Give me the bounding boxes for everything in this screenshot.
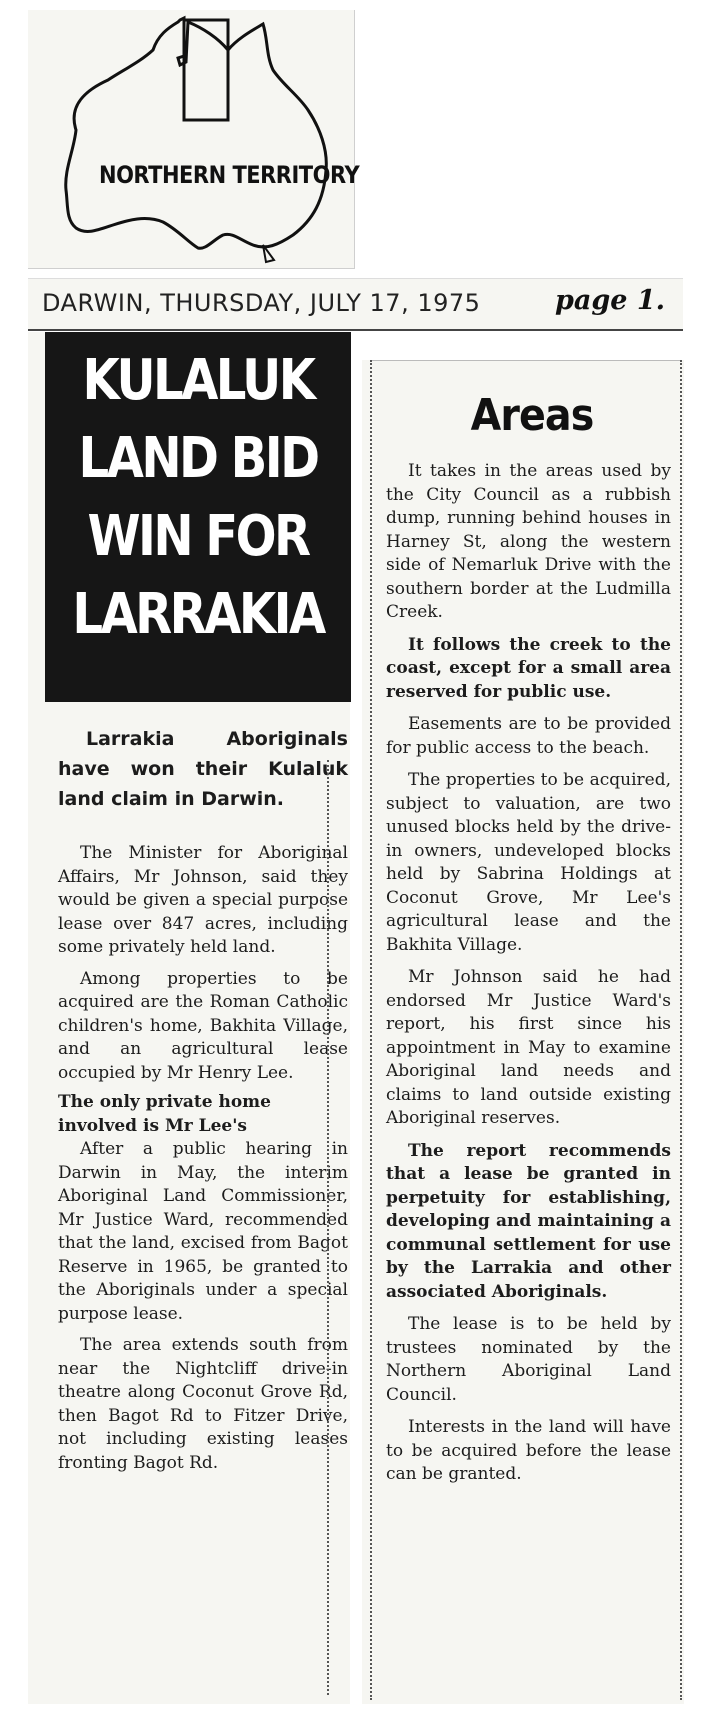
column-rule-right [680,360,682,1700]
left-body [58,842,348,1475]
body-paragraph: The area extends south from near the Nightcliff drive-in theatre along Coconut Grove Rd, then Bagot Rd to Fitzer Drive, not including existing leases fronting Bagot Rd. [58,1335,348,1473]
masthead-clipping [28,10,360,269]
right-column [362,360,684,1704]
body-paragraph: Easements are to be provided for public access to the beach. [386,714,671,758]
column-rule-left [370,360,372,1700]
body-paragraph: Mr Johnson said he had endorsed Mr Justice Ward's report, his first since his appointment in May to examine Aboriginal land needs and claims to land outside existing Aboriginal reserves. [386,967,671,1128]
body-paragraph: The properties to be acquired, subject to valuation, are two unused blocks held by the drive-in owners, undeveloped blocks held by Sabrina Holdings at Coconut Grove, Mr Lee's agricultural lease and the Bakhita Village. [386,770,671,955]
body-paragraph: Among properties to be acquired are the Roman Catholic children's home, Bakhita Village, and an agricultural lease occupied by Mr Henry Lee. [58,968,348,1083]
areas-heading: Areas [470,390,594,441]
headline-line: LAND BID [78,426,318,491]
body-paragraph: The Minister for Aboriginal Affairs, Mr Johnson, said they would be given a special purpose lease over 847 acres, including some privately held land. [58,843,348,957]
body-paragraph: After a public hearing in Darwin in May, the interim Aboriginal Land Commissioner, Mr Justice Ward, recommended that the land, excised from Bagot Reserve in 1965, be granted to the Aboriginals under a special purpose lease. [58,1139,348,1324]
headline-line: WIN FOR [87,504,309,569]
article-intro: Larrakia Aboriginals have won their Kulaluk land claim in Darwin. [58,728,348,810]
australia-map-icon [28,10,354,268]
headline-line: LARRAKIA [72,582,324,647]
column-rule [327,760,329,1695]
subhead: The only private home involved is Mr Lee's [58,1092,271,1136]
handwritten-page-note: page 1. [555,285,666,316]
headline-line: KULALUK [82,348,314,413]
body-paragraph: Interests in the land will have to be acquired before the lease can be granted. [386,1417,671,1484]
body-paragraph: It takes in the areas used by the City Council as a rubbish dump, running behind houses in Harney St, along the western side of Nemarluk Drive with the southern border at the Ludmilla Creek. [386,461,671,622]
body-paragraph: The lease is to be held by trustees nominated by the Northern Aboriginal Land Council. [386,1314,671,1405]
left-column [28,332,350,1704]
headline [66,342,329,654]
body-paragraph-bold: It follows the creek to the coast, except for a small area reserved for public use. [386,634,671,702]
dateline-strip [28,278,683,331]
headline-box [45,332,351,702]
column-rule-top [370,360,680,361]
territory-label: NORTHERN TERRITORY [99,161,360,189]
body-paragraph-bold: The report recommends that a lease be granted in perpetuity for establishing, developing and maintaining a communal settlement for use by the Larrakia and other associated Aboriginals. [386,1140,671,1302]
right-body [386,460,671,1487]
dateline-text: DARWIN, THURSDAY, JULY 17, 1975 [42,289,481,317]
